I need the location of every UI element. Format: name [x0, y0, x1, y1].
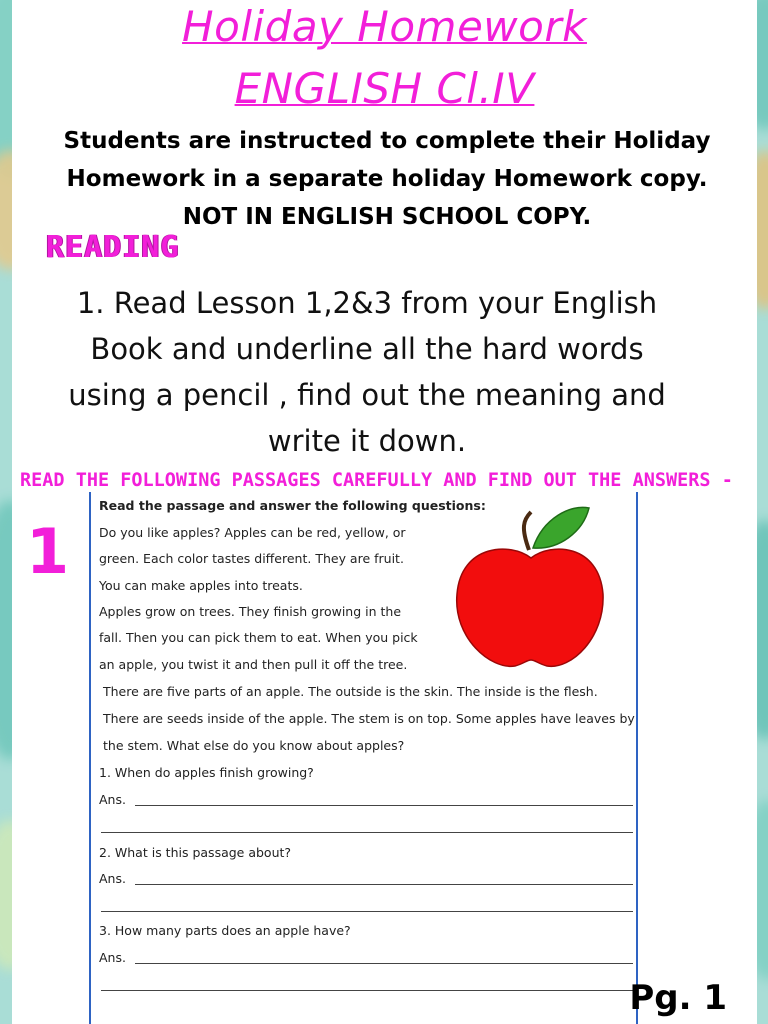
answer-line: [101, 832, 633, 833]
passage-line: the stem. What else do you know about apples?: [103, 738, 405, 753]
task-line: Book and underline all the hard words: [90, 332, 644, 366]
passage-line: Apples grow on trees. They finish growing in the: [99, 604, 402, 619]
task-line: using a pencil , find out the meaning and: [68, 378, 666, 412]
answer-line: [135, 884, 633, 885]
page-number: Pg. 1: [629, 978, 727, 1018]
instructions-block: [32, 122, 742, 236]
reading-heading: READING: [46, 230, 180, 265]
passage-instruction: READ THE FOLLOWING PASSAGES CAREFULLY AND FIND OUT THE ANSWERS -: [20, 470, 733, 491]
answer-label: Ans.: [99, 950, 126, 965]
answer-label: Ans.: [99, 871, 126, 886]
instruction-line: Students are instructed to complete their Holiday: [63, 128, 711, 154]
answer-line: [101, 911, 633, 912]
instruction-line: Homework in a separate holiday Homework copy.: [66, 166, 708, 192]
reading-task: [12, 280, 722, 464]
instruction-line: NOT IN ENGLISH SCHOOL COPY.: [182, 204, 592, 230]
answer-line: [135, 963, 633, 964]
worksheet-heading: Read the passage and answer the following questions:: [99, 498, 486, 513]
passage-line: fall. Then you can pick them to eat. When you pick: [99, 630, 418, 645]
question-1: 1. When do apples finish growing?: [99, 765, 314, 780]
passage-line: green. Each color tastes different. They are fruit.: [99, 551, 404, 566]
passage-line: You can make apples into treats.: [99, 578, 303, 593]
task-line: write it down.: [267, 424, 467, 458]
answer-line: [101, 990, 633, 991]
answer-label: Ans.: [99, 792, 126, 807]
homework-page: [12, 0, 757, 1024]
question-2: 2. What is this passage about?: [99, 845, 292, 860]
passage-line: There are seeds inside of the apple. The stem is on top. Some apples have leaves by: [103, 711, 635, 726]
question-3: 3. How many parts does an apple have?: [99, 923, 351, 938]
apple-icon: [451, 498, 611, 673]
task-line: 1. Read Lesson 1,2&3 from your English: [76, 286, 658, 320]
passage-line: an apple, you twist it and then pull it off the tree.: [99, 657, 408, 672]
passage-line: Do you like apples? Apples can be red, yellow, or: [99, 525, 406, 540]
passage-line: There are five parts of an apple. The outside is the skin. The inside is the flesh.: [103, 684, 598, 699]
page-title: Holiday Homework: [182, 2, 587, 51]
worksheet: [89, 492, 638, 1024]
answer-line: [135, 805, 633, 806]
passage-number: 1: [26, 515, 70, 588]
page-subtitle: ENGLISH Cl.IV: [234, 64, 535, 113]
